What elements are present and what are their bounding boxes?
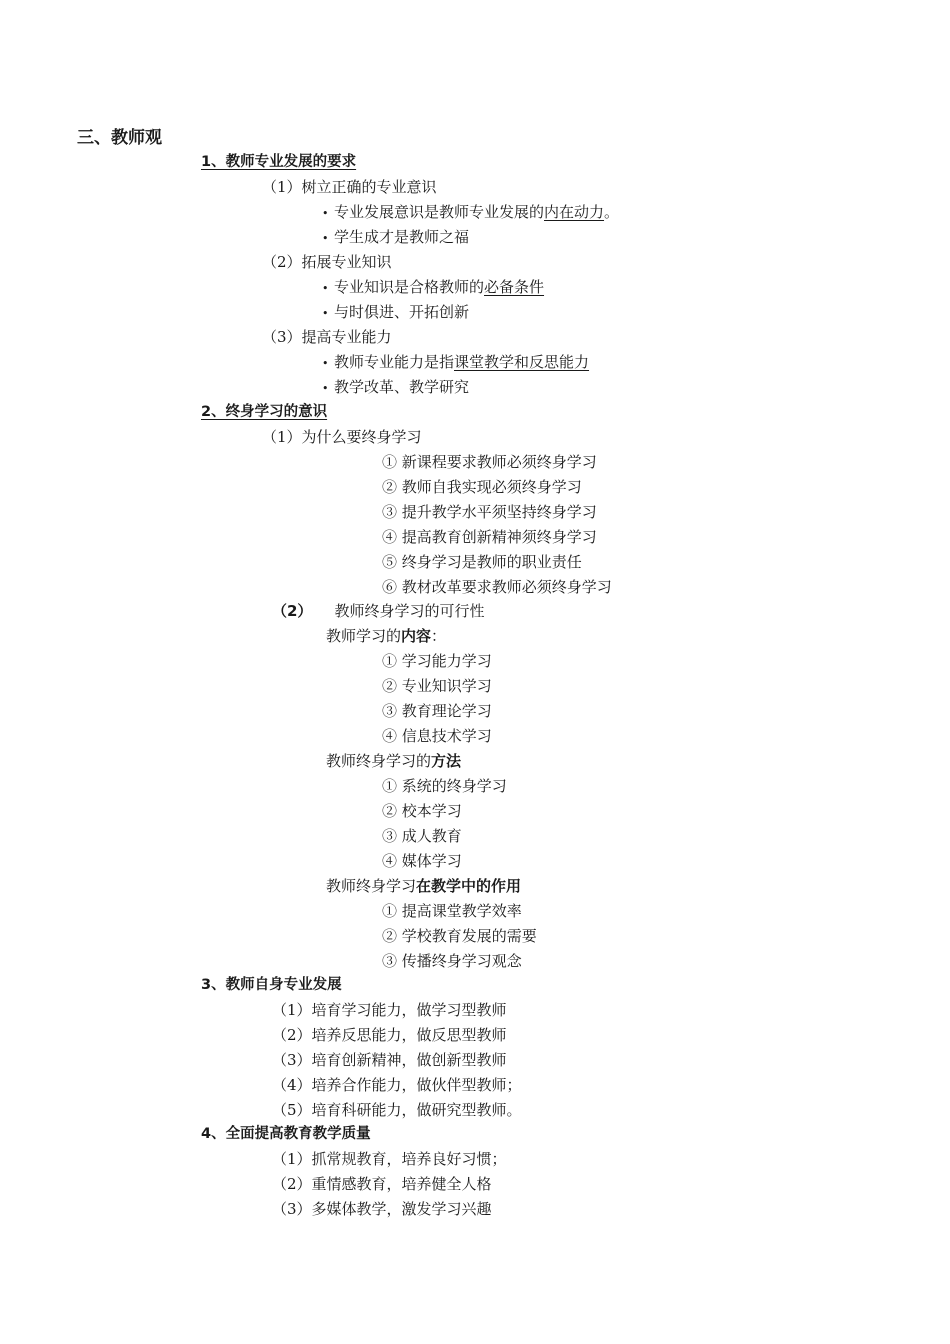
s2-content-label: 教师学习的内容： <box>326 627 447 645</box>
s2-why-item: ③ 提升教学水平须坚持终身学习 <box>382 503 597 521</box>
s2-heading: 2、终身学习的意识 <box>201 404 328 420</box>
s1-sub2: （2）拓展专业知识 <box>262 253 392 271</box>
s2-method-item: ② 校本学习 <box>382 802 462 820</box>
s1-bullet-3b: • 教学改革、教学研究 <box>322 377 469 399</box>
s1-bullet-1a: • 专业发展意识是教师专业发展的内在动力。 <box>322 202 619 224</box>
s2-role-item: ① 提高课堂教学效率 <box>382 902 522 920</box>
s1-bullet-3a: • 教师专业能力是指课堂教学和反思能力 <box>322 352 589 374</box>
s2-method-label: 教师终身学习的方法 <box>326 752 462 770</box>
s2-why-item: ⑤ 终身学习是教师的职业责任 <box>382 553 582 571</box>
s2-content-item: ① 学习能力学习 <box>382 652 492 670</box>
s1-bullet-2b: • 与时俱进、开拓创新 <box>322 302 469 324</box>
s4-heading: 4、全面提高教育教学质量 <box>201 1126 371 1142</box>
bullet-dot-icon: • <box>322 382 329 395</box>
s1-sub3: （3）提高专业能力 <box>262 328 392 346</box>
s3-item: （5）培育科研能力，做研究型教师。 <box>272 1101 522 1119</box>
s2-content-item: ② 专业知识学习 <box>382 677 492 695</box>
s1-bullet-1b: • 学生成才是教师之福 <box>322 227 469 249</box>
bullet-dot-icon: • <box>322 282 329 295</box>
s1-sub1: （1）树立正确的专业意识 <box>262 178 437 196</box>
s2-content-item: ③ 教育理论学习 <box>382 702 492 720</box>
bullet-dot-icon: • <box>322 357 329 370</box>
s2-why-item: ④ 提高教育创新精神须终身学习 <box>382 528 597 546</box>
s3-item: （3）培育创新精神，做创新型教师 <box>272 1051 507 1069</box>
s3-heading: 3、教师自身专业发展 <box>201 977 342 993</box>
s2-role-label: 教师终身学习在教学中的作用 <box>326 877 522 895</box>
s3-item: （1）培育学习能力，做学习型教师 <box>272 1001 507 1019</box>
s2-method-item: ③ 成人教育 <box>382 827 462 845</box>
s2-method-item: ④ 媒体学习 <box>382 852 462 870</box>
s1-bullet-2a: • 专业知识是合格教师的必备条件 <box>322 277 544 299</box>
s2-why-item: ② 教师自我实现必须终身学习 <box>382 478 582 496</box>
s2-role-item: ③ 传播终身学习观念 <box>382 952 522 970</box>
bullet-dot-icon: • <box>322 307 329 320</box>
s3-item: （2）培养反思能力，做反思型教师 <box>272 1026 507 1044</box>
bullet-dot-icon: • <box>322 207 329 220</box>
s3-item: （4）培养合作能力，做伙伴型教师； <box>272 1076 522 1094</box>
s4-item: （1）抓常规教育，培养良好习惯； <box>272 1150 507 1168</box>
section-title: 三、教师观 <box>77 128 162 148</box>
s1-heading: 1、教师专业发展的要求 <box>201 154 357 170</box>
s2-content-item: ④ 信息技术学习 <box>382 727 492 745</box>
s2-why-item: ⑥ 教材改革要求教师必须终身学习 <box>382 578 612 596</box>
s2-sub1: （1）为什么要终身学习 <box>262 428 422 446</box>
s2-role-item: ② 学校教育发展的需要 <box>382 927 537 945</box>
bullet-dot-icon: • <box>322 232 329 245</box>
s4-item: （3）多媒体教学，激发学习兴趣 <box>272 1200 492 1218</box>
s4-item: （2）重情感教育，培养健全人格 <box>272 1175 492 1193</box>
s2-method-item: ① 系统的终身学习 <box>382 777 507 795</box>
s2-sub2: （2） 教师终身学习的可行性 <box>272 602 485 620</box>
s2-why-item: ① 新课程要求教师必须终身学习 <box>382 453 597 471</box>
